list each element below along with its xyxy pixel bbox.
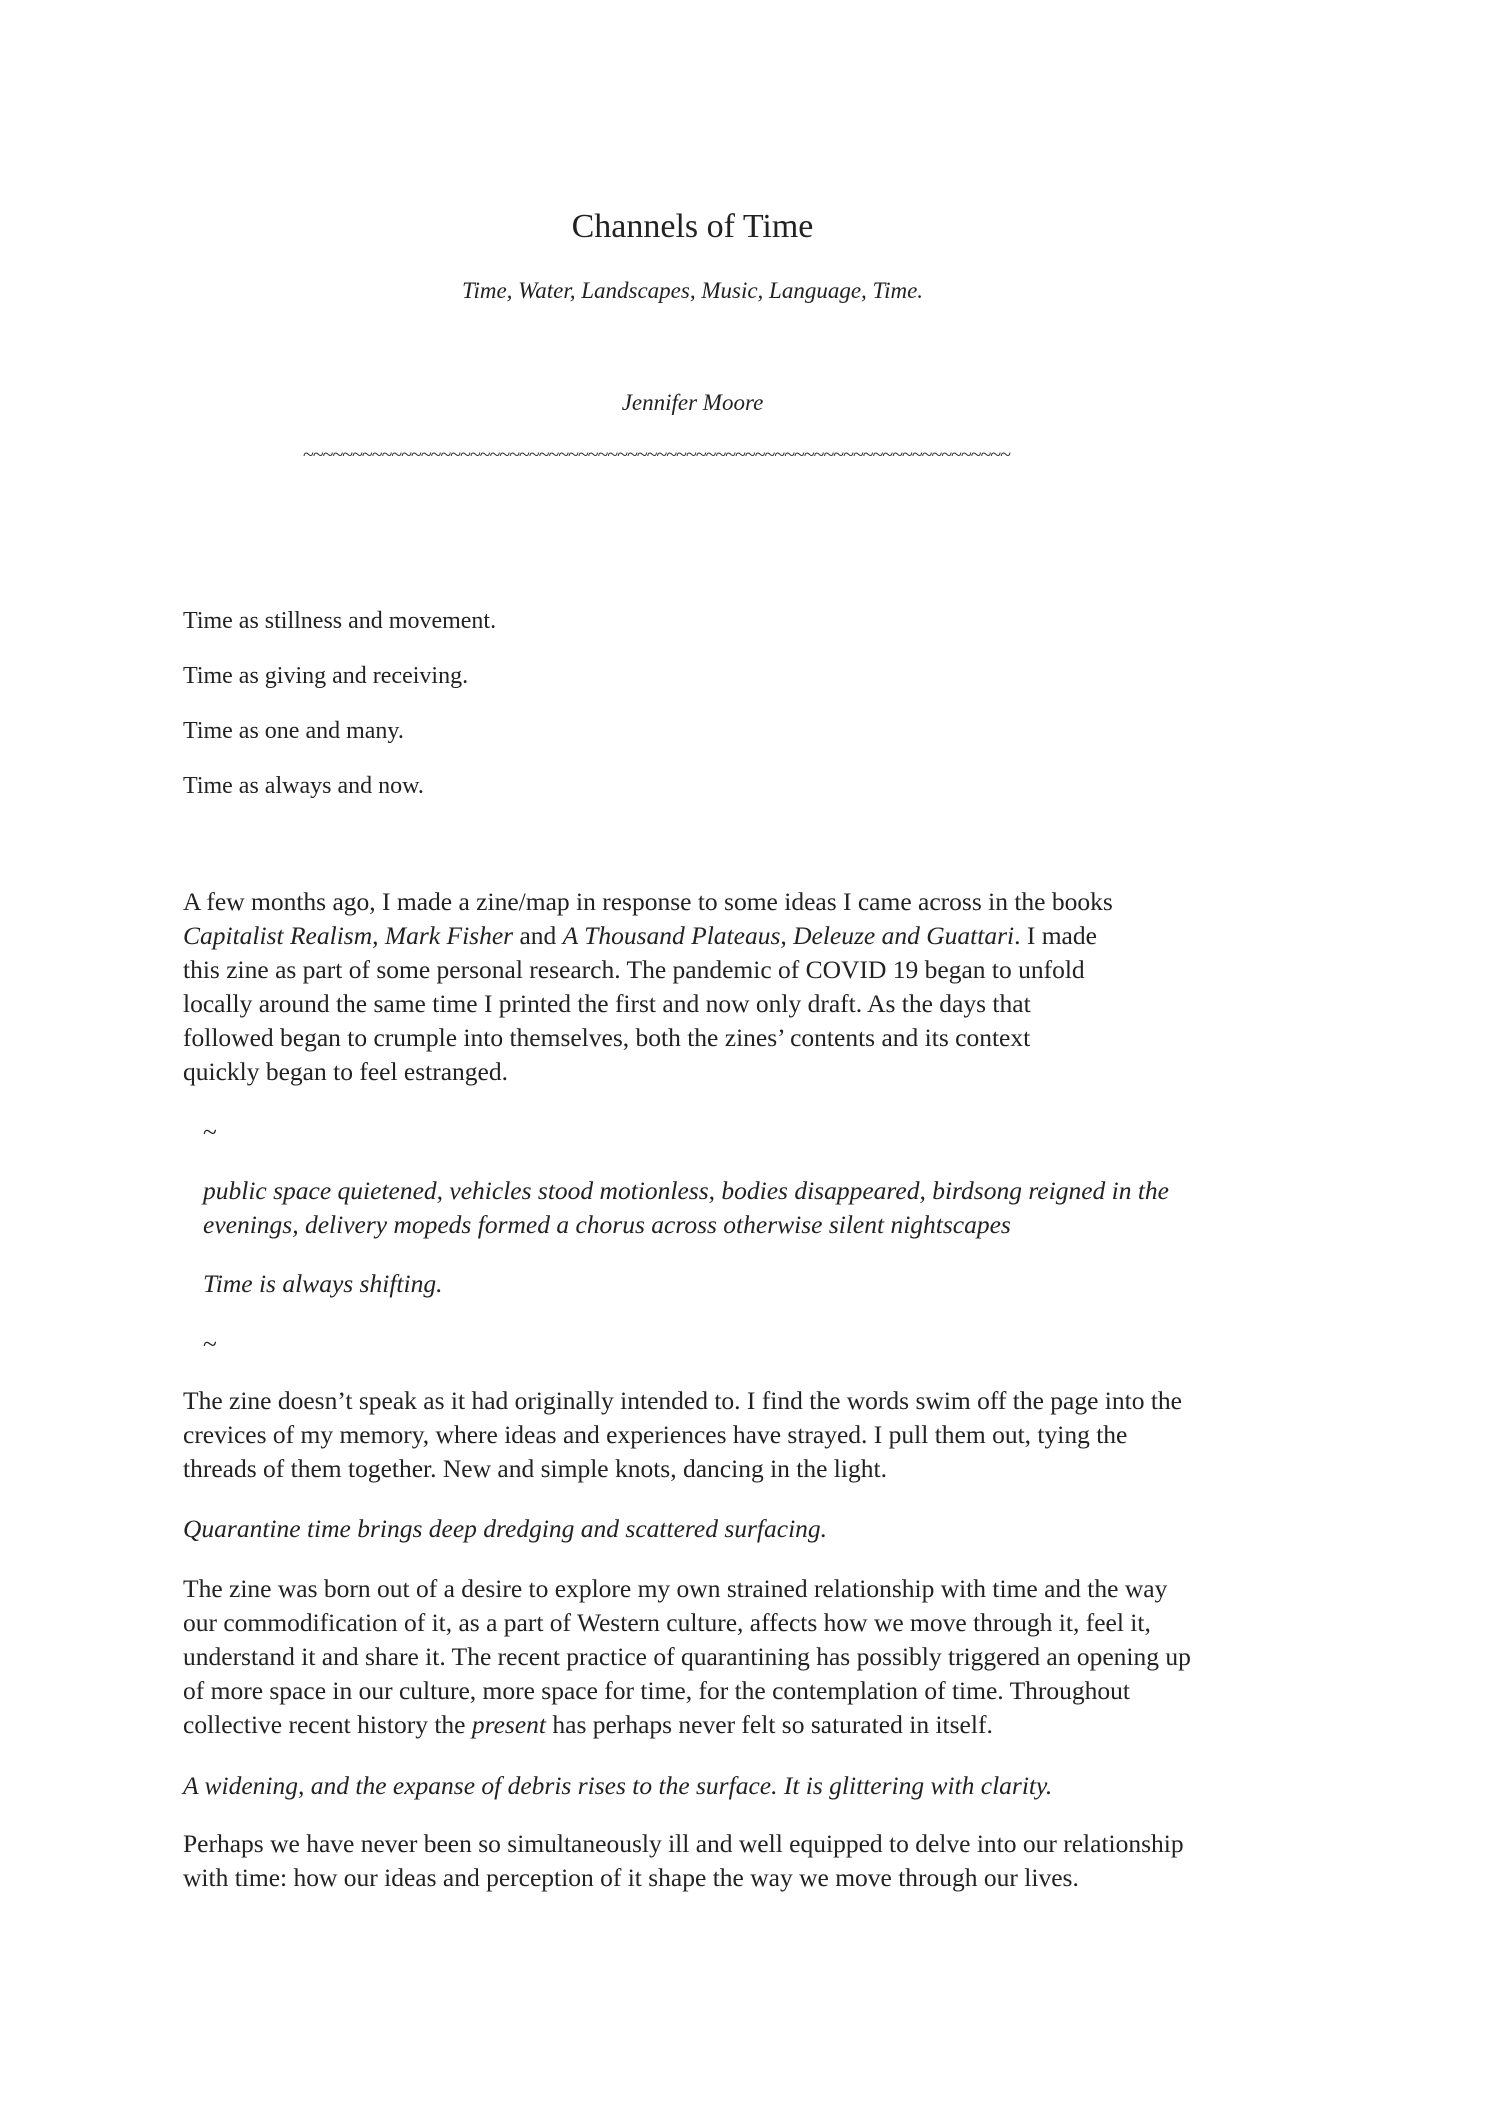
text-segment: collective recent history the (183, 1710, 472, 1739)
quote-block (203, 1174, 1169, 1242)
tilde-separator: ~ (203, 1329, 217, 1358)
time-line: Time as one and many. (183, 718, 404, 744)
author-name: Jennifer Moore (621, 390, 764, 415)
paragraph-zine (183, 1384, 1182, 1486)
paragraph-line: threads of them together. New and simple knots, dancing in the light. (183, 1454, 887, 1483)
quarantine-line: Quarantine time brings deep dredging and scattered surfacing. (183, 1514, 828, 1543)
paragraph-line: Perhaps we have never been so simultaneously ill and well equipped to delve into our relationship (183, 1829, 1184, 1858)
time-line: Time as always and now. (183, 773, 424, 799)
paragraph-line: crevices of my memory, where ideas and experiences have strayed. I pull them out, tying the (183, 1420, 1128, 1449)
paragraph-line (183, 919, 1113, 953)
paragraph-line: locally around the same time I printed the first and now only draft. As the days that (183, 989, 1031, 1018)
paragraph-line: The zine was born out of a desire to explore my own strained relationship with time and the way (183, 1574, 1168, 1603)
paragraph-line: of more space in our culture, more space for time, for the contemplation of time. Throughout (183, 1676, 1130, 1705)
document-subtitle: Time, Water, Landscapes, Music, Language, Time. (461, 278, 924, 303)
paragraph-line: with time: how our ideas and perception of it shape the way we move through our lives. (183, 1863, 1079, 1892)
paragraph-line: understand it and share it. The recent practice of quarantining has possibly triggered an opening up (183, 1642, 1191, 1671)
paragraph-line: this zine as part of some personal research. The pandemic of COVID 19 began to unfold (183, 955, 1085, 984)
paragraph-line: quickly began to feel estranged. (183, 1057, 509, 1086)
document-title: Channels of Time (571, 208, 814, 245)
paragraph-line: followed began to crumple into themselves, both the zines’ contents and its context (183, 1023, 1031, 1052)
paragraph-line: The zine doesn’t speak as it had originally intended to. I find the words swim off the page into the (183, 1386, 1182, 1415)
paragraph-intro (183, 885, 1113, 1089)
widening-line: A widening, and the expanse of debris rises to the surface. It is glittering with clarity. (183, 1771, 1053, 1800)
text-segment: . I made (1014, 921, 1097, 950)
emphasis: present (471, 1710, 547, 1739)
paragraph-perhaps (183, 1827, 1184, 1895)
quote-line: public space quietened, vehicles stood motionless, bodies disappeared, birdsong reigned in the (203, 1176, 1169, 1205)
paragraph-line: our commodification of it, as a part of Western culture, affects how we move through it, feel it, (183, 1608, 1151, 1637)
tilde-separator: ~ (203, 1117, 217, 1146)
time-shifting-line: Time is always shifting. (203, 1269, 443, 1298)
book-reference: Capitalist Realism, Mark Fisher (183, 921, 514, 950)
paragraph-line: A few months ago, I made a zine/map in response to some ideas I came across in the books (183, 887, 1113, 916)
book-reference: A Thousand Plateaus, Deleuze and Guattari (562, 921, 1015, 950)
paragraph-born (183, 1572, 1191, 1742)
paragraph-line (183, 1708, 1191, 1742)
text-segment: has perhaps never felt so saturated in itself. (546, 1710, 993, 1739)
tilde-divider: ~~~~~~~~~~~~~~~~~~~~~~~~~~~~~~~~~~~~~~~~~~~~~~~~~~~~~~~~~~~~~~~~~~~~~~~~ (303, 444, 1011, 466)
time-line: Time as stillness and movement. (183, 608, 497, 634)
time-line: Time as giving and receiving. (183, 663, 469, 689)
text-segment: and (513, 921, 563, 950)
quote-line: evenings, delivery mopeds formed a chorus across otherwise silent nightscapes (203, 1210, 1011, 1239)
